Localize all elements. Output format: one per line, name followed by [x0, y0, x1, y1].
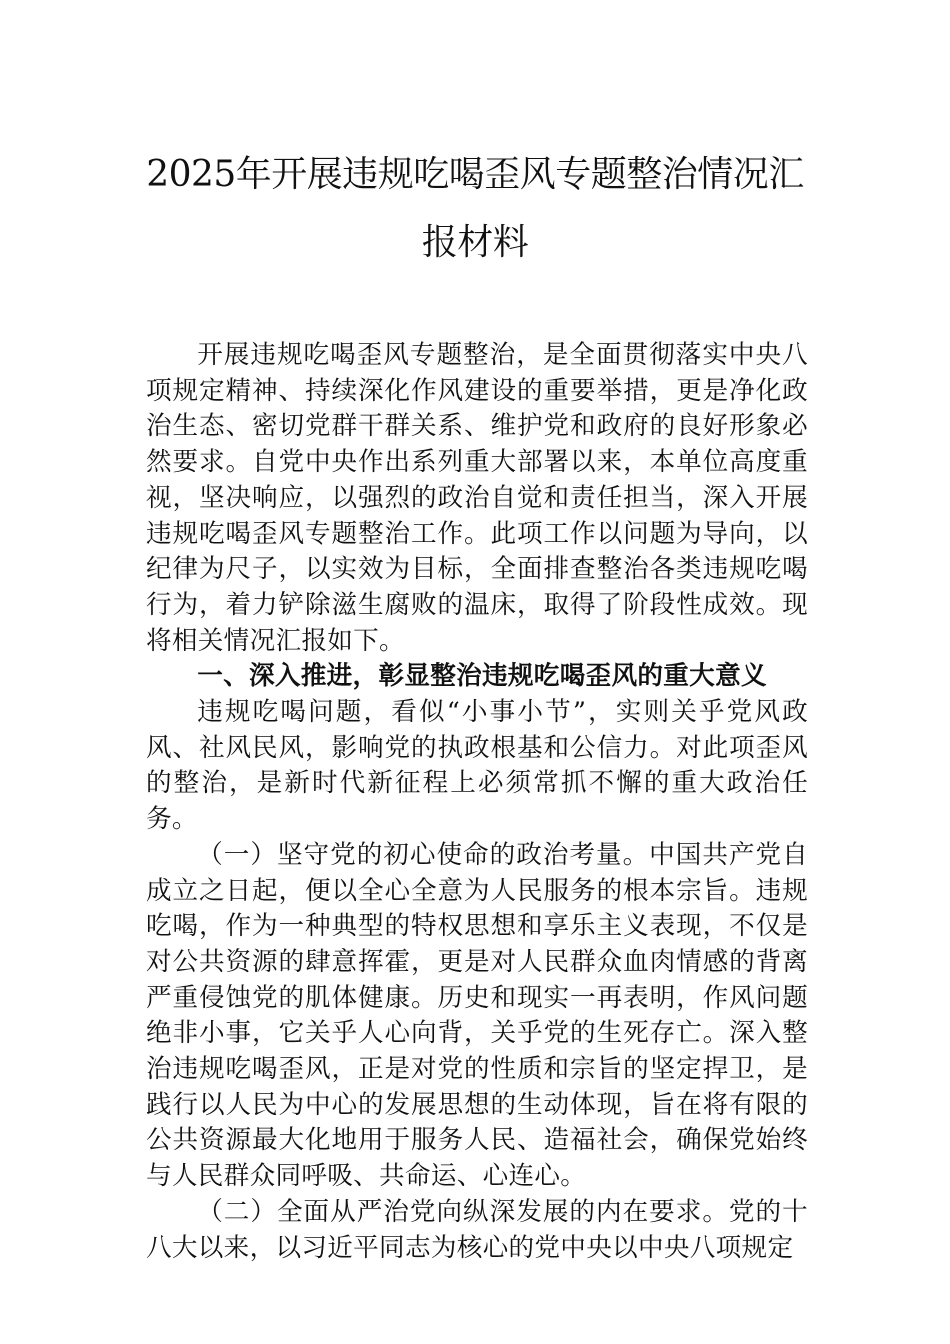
document-title-line-2: 报材料: [421, 222, 529, 263]
document-title-line-1: 2025年开展违规吃喝歪风专题整治情况汇: [146, 154, 804, 195]
point-1-paragraph: （一）坚守党的初心使命的政治考量。中国共产党自成立之日起，便以全心全意为人民服务的根本宗旨。违规吃喝，作为一种典型的特权思想和享乐主义表现，不仅是对公共资源的肆意挥霍，更是对人民群众血肉情感的背离严重侵蚀党的肌体健康。历史和现实一再表明，作风问题绝非小事，它关乎人心向背，关乎党的生死存亡。深入整治违规吃喝歪风，正是对党的性质和宗旨的坚定捍卫，是践行以人民为中心的发展思想的生动体现，旨在将有限的公共资源最大化地用于服务人民、造福社会，确保党始终与人民群众同呼吸、共命运、心连心。: [146, 839, 808, 1192]
section-1-paragraph: 违规吃喝问题，看似“小事小节”，实则关乎党风政风、社风民风，影响党的执政根基和公信力。对此项歪风的整治，是新时代新征程上必须常抓不懈的重大政治任务。: [146, 697, 808, 835]
section-1-heading: 一、深入推进，彰显整治违规吃喝歪风的重大意义: [197, 661, 767, 692]
point-2-paragraph: （二）全面从严治党向纵深发展的内在要求。党的十八大以来，以习近平同志为核心的党中央以中央八项规定: [146, 1196, 808, 1263]
intro-paragraph: 开展违规吃喝歪风专题整治，是全面贯彻落实中央八项规定精神、持续深化作风建设的重要举措，更是净化政治生态、密切党群干群关系、维护党和政府的良好形象必然要求。自党中央作出系列重大部署以来，本单位高度重视，坚决响应，以强烈的政治自觉和责任担当，深入开展违规吃喝歪风专题整治工作。此项工作以问题为导向，以纪律为尺子，以实效为目标，全面排查整治各类违规吃喝行为，着力铲除滋生腐败的温床，取得了阶段性成效。现将相关情况汇报如下。: [146, 340, 808, 656]
document-body: [146, 338, 808, 1266]
